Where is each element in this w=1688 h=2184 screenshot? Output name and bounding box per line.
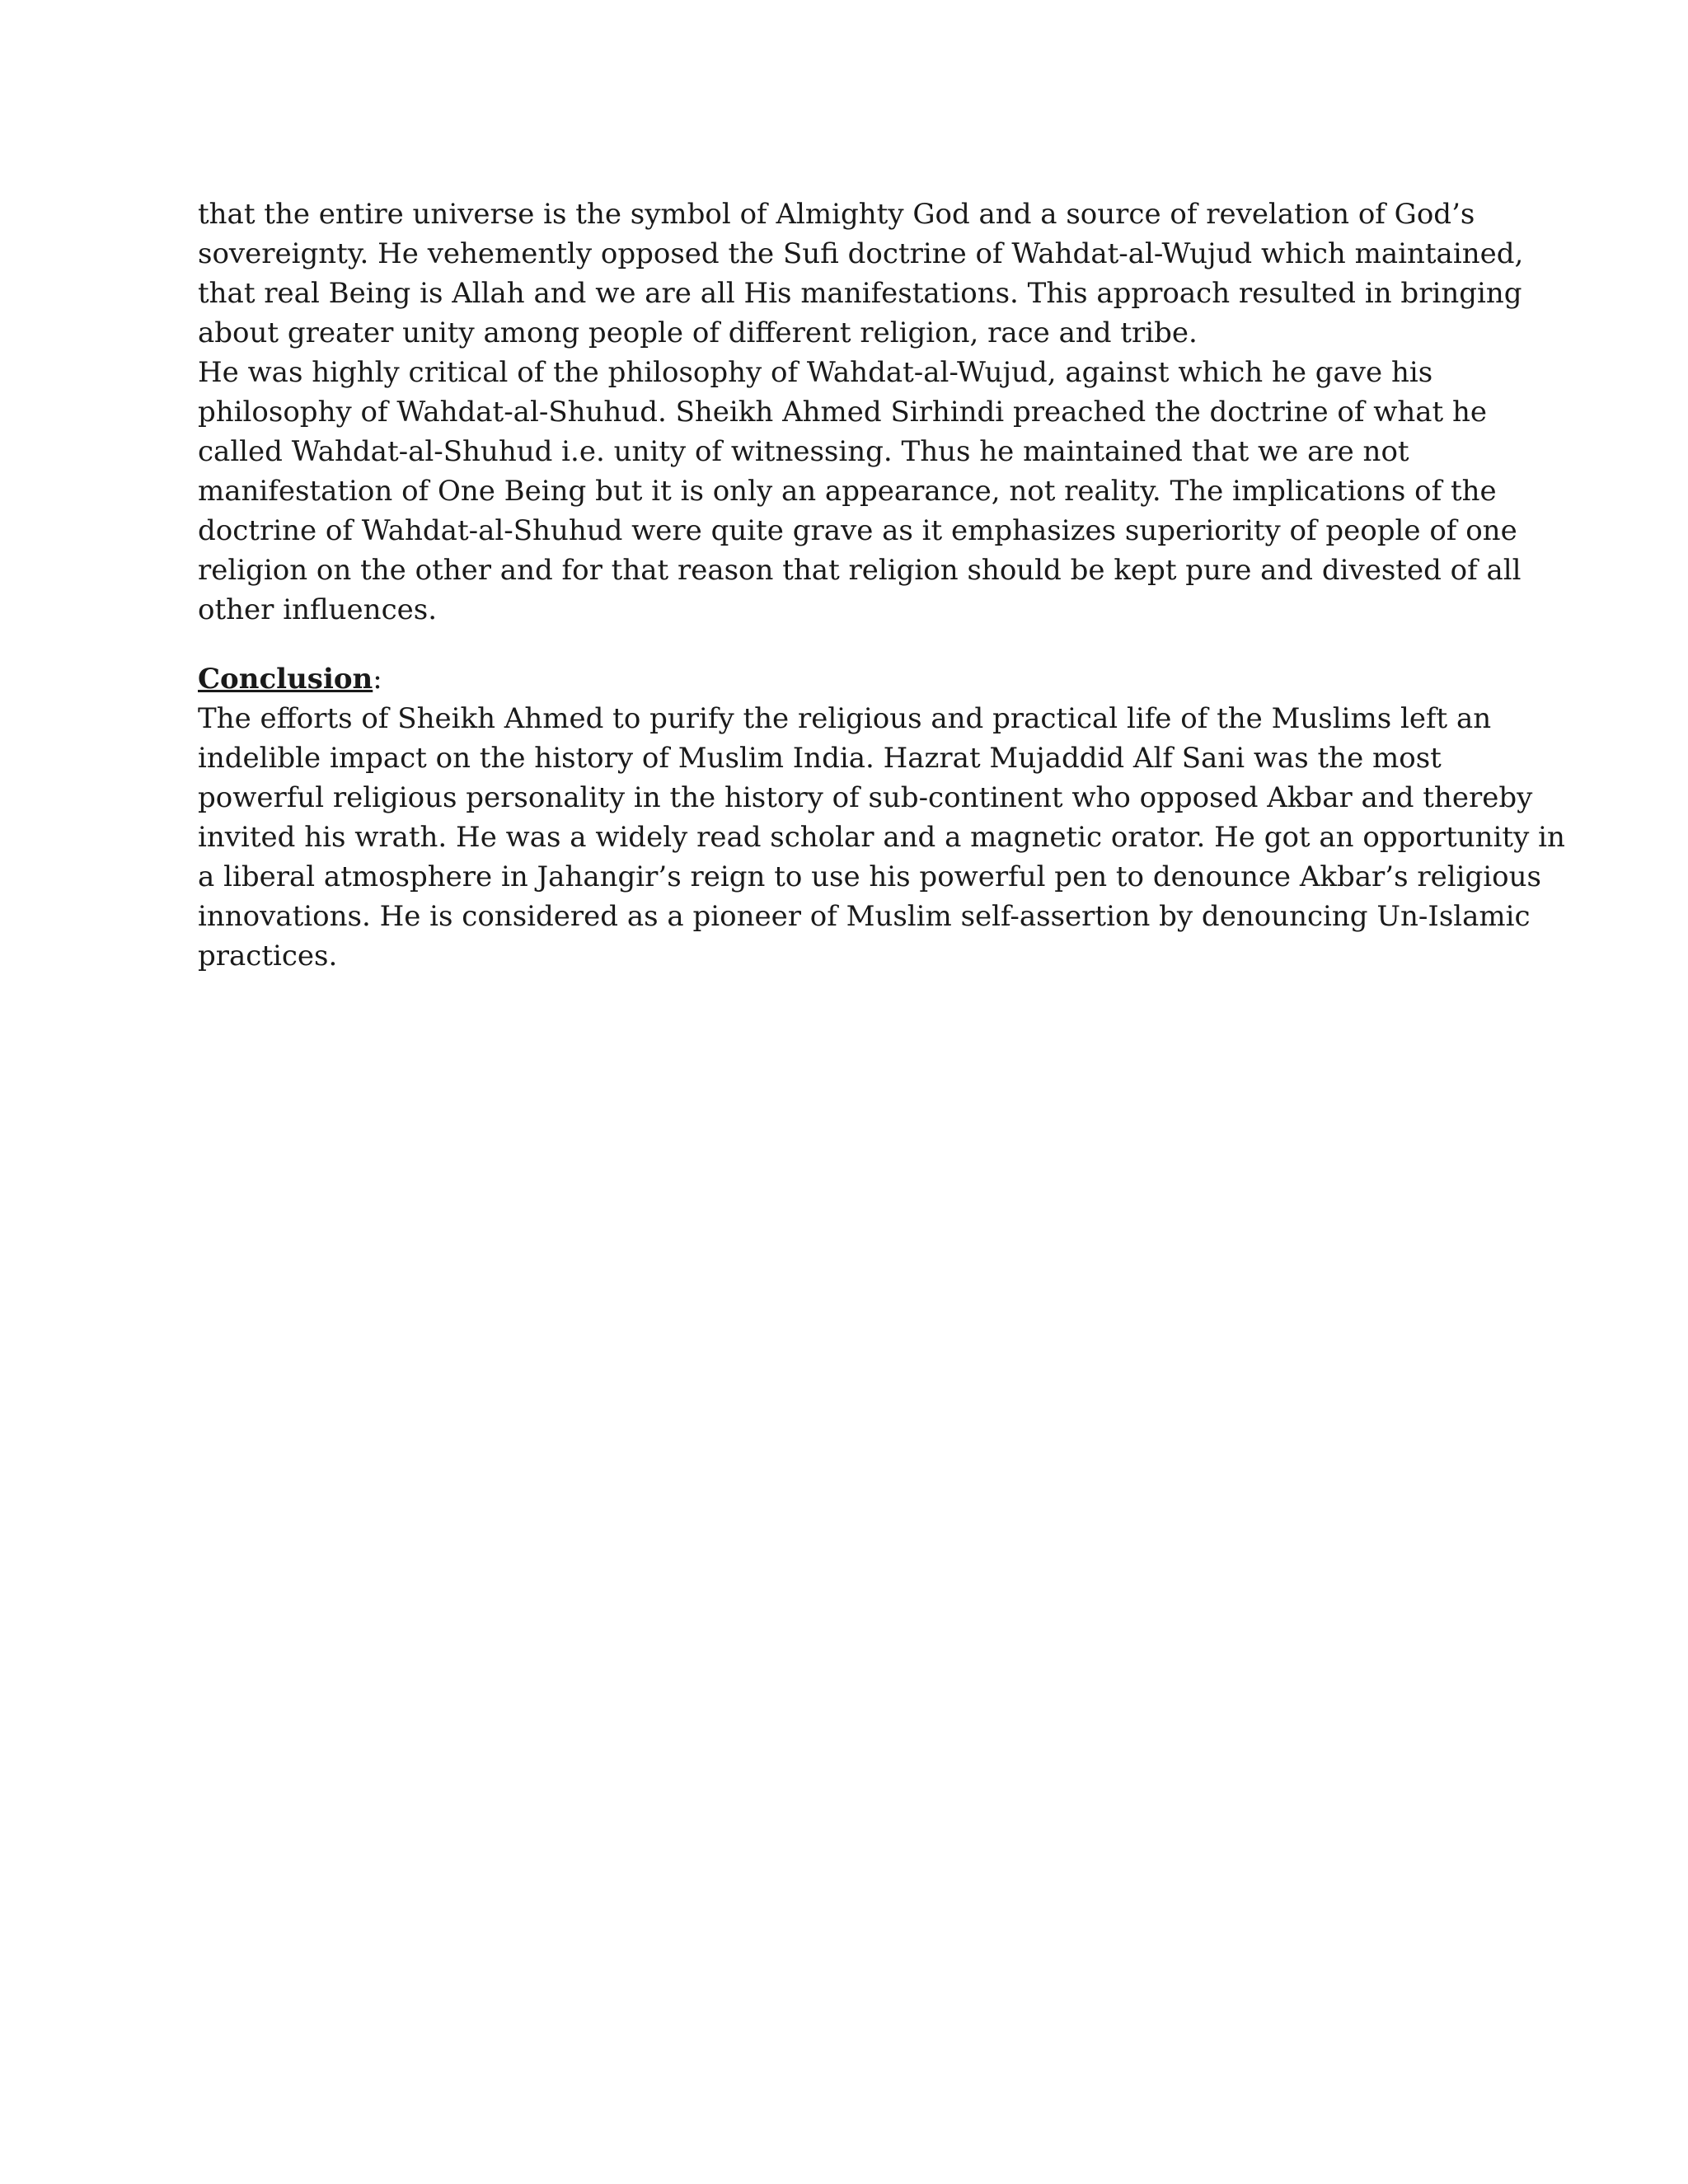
text-line: He was highly critical of the philosophy of Wahdat-al-Wujud, against which he gave his bbox=[198, 356, 1433, 389]
text-line: powerful religious personality in the history of sub-continent who opposed Akbar and thereby bbox=[198, 781, 1533, 814]
text-line: a liberal atmosphere in Jahangir’s reign to use his powerful pen to denounce Akbar’s religious bbox=[198, 860, 1541, 893]
conclusion-section bbox=[198, 659, 1565, 976]
text-line: other influences. bbox=[198, 593, 437, 626]
paragraph-wahdat-al-shuhud bbox=[198, 353, 1522, 630]
text-line: about greater unity among people of different religion, race and tribe. bbox=[198, 316, 1198, 349]
text-line: that real Being is Allah and we are all His manifestations. This approach resulted in bringing bbox=[198, 277, 1522, 310]
text-line: The efforts of Sheikh Ahmed to purify the religious and practical life of the Muslims left an bbox=[198, 702, 1492, 735]
text-line: philosophy of Wahdat-al-Shuhud. Sheikh Ahmed Sirhindi preached the doctrine of what he bbox=[198, 396, 1488, 429]
text-line: doctrine of Wahdat-al-Shuhud were quite grave as it emphasizes superiority of people of one bbox=[198, 514, 1517, 547]
text-line: called Wahdat-al-Shuhud i.e. unity of witnessing. Thus he maintained that we are not bbox=[198, 435, 1409, 468]
page-content bbox=[198, 194, 1565, 976]
text-line: manifestation of One Being but it is only an appearance, not reality. The implications of the bbox=[198, 475, 1497, 508]
heading-colon: : bbox=[373, 663, 382, 696]
text-line: practices. bbox=[198, 940, 338, 972]
text-line: indelible impact on the history of Muslim India. Hazrat Mujaddid Alf Sani was the most bbox=[198, 742, 1442, 775]
conclusion-heading-line bbox=[198, 659, 1500, 699]
conclusion-heading: Conclusion bbox=[198, 663, 373, 696]
text-line: that the entire universe is the symbol of Almighty God and a source of revelation of God’s bbox=[198, 198, 1475, 231]
text-line: religion on the other and for that reason that religion should be kept pure and divested of all bbox=[198, 554, 1522, 587]
text-line: innovations. He is considered as a pioneer of Muslim self-assertion by denouncing Un-Islamic bbox=[198, 900, 1531, 933]
text-line: invited his wrath. He was a widely read scholar and a magnetic orator. He got an opportunity in bbox=[198, 821, 1565, 854]
text-line: sovereignty. He vehemently opposed the Sufi doctrine of Wahdat-al-Wujud which maintained, bbox=[198, 237, 1524, 270]
paragraph-universe-symbol bbox=[198, 194, 1524, 353]
